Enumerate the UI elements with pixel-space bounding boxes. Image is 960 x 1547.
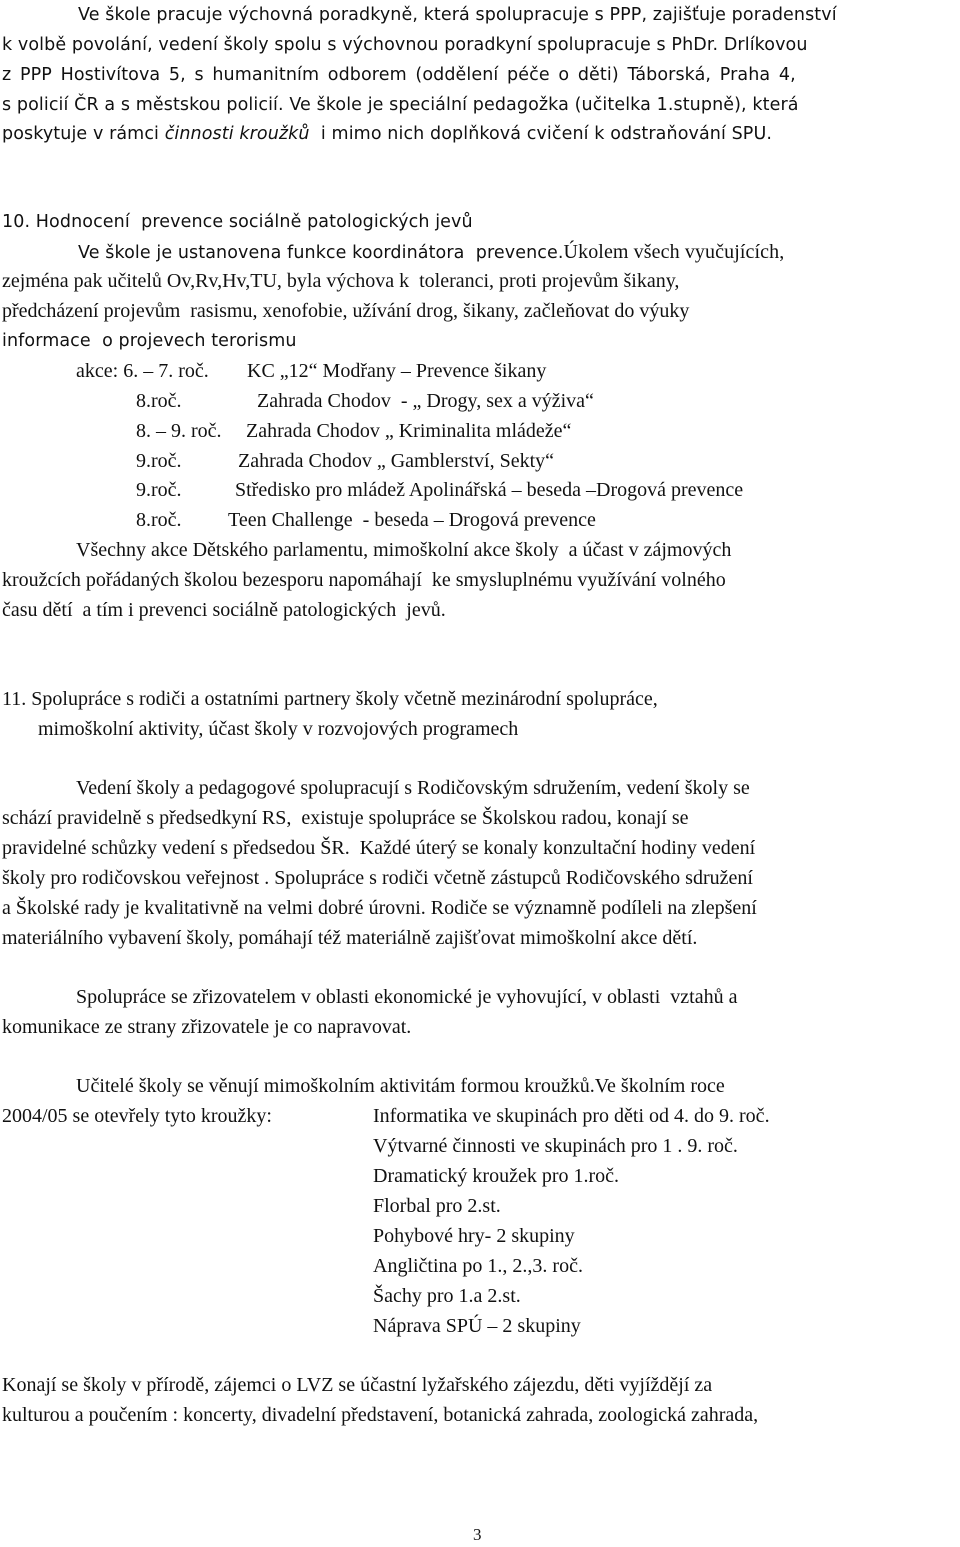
event-2-text: Zahrada Chodov - „ Drogy, sex a výživa“ <box>257 390 594 412</box>
club-item-5: Pohybové hry- 2 skupiny <box>373 1225 575 1247</box>
section10-line1 <box>2 240 784 265</box>
para1-line2: k volbě povolání, vedení školy spolu s výchovnou poradkyní spolupracuje s PhDr. Drlíkovou <box>2 35 808 55</box>
section11-p1-line5: a Školské rady je kvalitativně na velmi dobré úrovni. Rodiče se významně podíleli na zlepšení <box>2 897 757 919</box>
event-1-text: KC „12“ Modřany – Prevence šikany <box>247 360 547 382</box>
section11-p1-line4: školy pro rodičovskou veřejnost . Spolupráce s rodiči včetně zástupců Rodičovského sdružení <box>2 867 753 889</box>
page-number: 3 <box>473 1525 482 1544</box>
section11-p1-line1: Vedení školy a pedagogové spolupracují s Rodičovským sdružením, vedení školy se <box>76 777 750 799</box>
section11-heading-line2: mimoškolní aktivity, účast školy v rozvojových programech <box>38 718 519 740</box>
event-2-grade: 8.roč. <box>136 390 182 412</box>
section10-line1-start: Ve škole je ustanovena funkce koordinátora prevence. <box>78 243 564 263</box>
para1-line1: Ve škole pracuje výchovná poradkyně, která spolupracuje s PPP, zajišťuje poradenství <box>78 5 837 25</box>
section10-heading: 10. Hodnocení prevence sociálně patologických jevů <box>2 212 473 232</box>
club-item-6: Angličtina po 1., 2.,3. roč. <box>373 1255 583 1277</box>
section11-p1-line3: pravidelné schůzky vedení s předsedou ŠR. Každé úterý se konaly konzultační hodiny vedení <box>2 837 756 859</box>
para1-line5-end: i mimo nich doplňková cvičení k odstraňování SPU. <box>309 124 773 144</box>
section11-p2-line2: komunikace ze strany zřizovatele je co napravovat. <box>2 1016 412 1038</box>
section10-closing-line1: Všechny akce Dětského parlamentu, mimoškolní akce školy a účast v zájmových <box>76 539 732 561</box>
para1-line4: s policií ČR a s městskou policií. Ve škole je speciální pedagožka (učitelka 1.stupně), která <box>2 95 799 115</box>
section11-p4-line1: Konají se školy v přírodě, zájemci o LVZ se účastní lyžařského zájezdu, děti vyjíždějí za <box>2 1374 713 1396</box>
club-item-4: Florbal pro 2.st. <box>373 1195 501 1217</box>
club-item-2: Výtvarné činnosti ve skupinách pro 1 . 9. roč. <box>373 1135 738 1157</box>
para1-line5-start: poskytuje v rámci <box>2 124 165 144</box>
club-item-1: Informatika ve skupinách pro děti od 4. do 9. roč. <box>373 1105 770 1127</box>
event-5-text: Středisko pro mládež Apolinářská – beseda –Drogová prevence <box>235 479 744 501</box>
club-item-7: Šachy pro 1.a 2.st. <box>373 1285 521 1307</box>
event-3-text: Zahrada Chodov „ Kriminalita mládeže“ <box>246 420 572 442</box>
para1-line5 <box>2 122 772 146</box>
event-4-text: Zahrada Chodov „ Gamblerství, Sekty“ <box>238 450 555 472</box>
section11-p1-line2: schází pravidelně s předsedkyní RS, existuje spolupráce se Školskou radou, konají se <box>2 807 689 829</box>
section11-heading-line1: 11. Spolupráce s rodiči a ostatními partnery školy včetně mezinárodní spolupráce, <box>2 688 658 710</box>
event-6-grade: 8.roč. <box>136 509 182 531</box>
section11-p2-line1: Spolupráce se zřizovatelem v oblasti ekonomické je vyhovující, v oblasti vztahů a <box>76 986 738 1008</box>
section11-p3-line2: 2004/05 se otevřely tyto kroužky: <box>2 1105 272 1127</box>
event-3-grade: 8. – 9. roč. <box>136 420 222 442</box>
section10-closing-line3: času dětí a tím i prevenci sociálně patologických jevů. <box>2 599 446 621</box>
event-4-grade: 9.roč. <box>136 450 182 472</box>
event-1-grade: akce: 6. – 7. roč. <box>76 360 209 382</box>
section10-line1-end: Úkolem všech vyučujících, <box>563 241 785 263</box>
event-5-grade: 9.roč. <box>136 479 182 501</box>
para1-line3: z PPP Hostivítova 5, s humanitním odborem (oddělení péče o děti) Táborská, Praha 4, <box>2 65 796 85</box>
section10-line4: informace o projevech terorismu <box>2 331 297 351</box>
clubs-activities-italic: činnosti kroužků <box>164 124 310 144</box>
section10-line3: předcházení projevům rasismu, xenofobie, užívání drog, šikany, začleňovat do výuky <box>2 300 690 322</box>
event-6-text: Teen Challenge - beseda – Drogová prevence <box>228 509 596 531</box>
section11-p4-line2: kulturou a poučením : koncerty, divadelní představení, botanická zahrada, zoologická zahrada, <box>2 1404 759 1426</box>
club-item-3: Dramatický kroužek pro 1.roč. <box>373 1165 620 1187</box>
section10-closing-line2: kroužcích pořádaných školou bezesporu napomáhají ke smysluplnému využívání volného <box>2 569 726 591</box>
club-item-8: Náprava SPÚ – 2 skupiny <box>373 1315 581 1337</box>
section11-p3-line1: Učitelé školy se věnují mimoškolním aktivitám formou kroužků.Ve školním roce <box>76 1075 725 1097</box>
section11-p1-line6: materiálního vybavení školy, pomáhají též materiálně zajišťovat mimoškolní akce dětí. <box>2 927 698 949</box>
section10-line2: zejména pak učitelů Ov,Rv,Hv,TU, byla výchova k toleranci, proti projevům šikany, <box>2 270 680 292</box>
